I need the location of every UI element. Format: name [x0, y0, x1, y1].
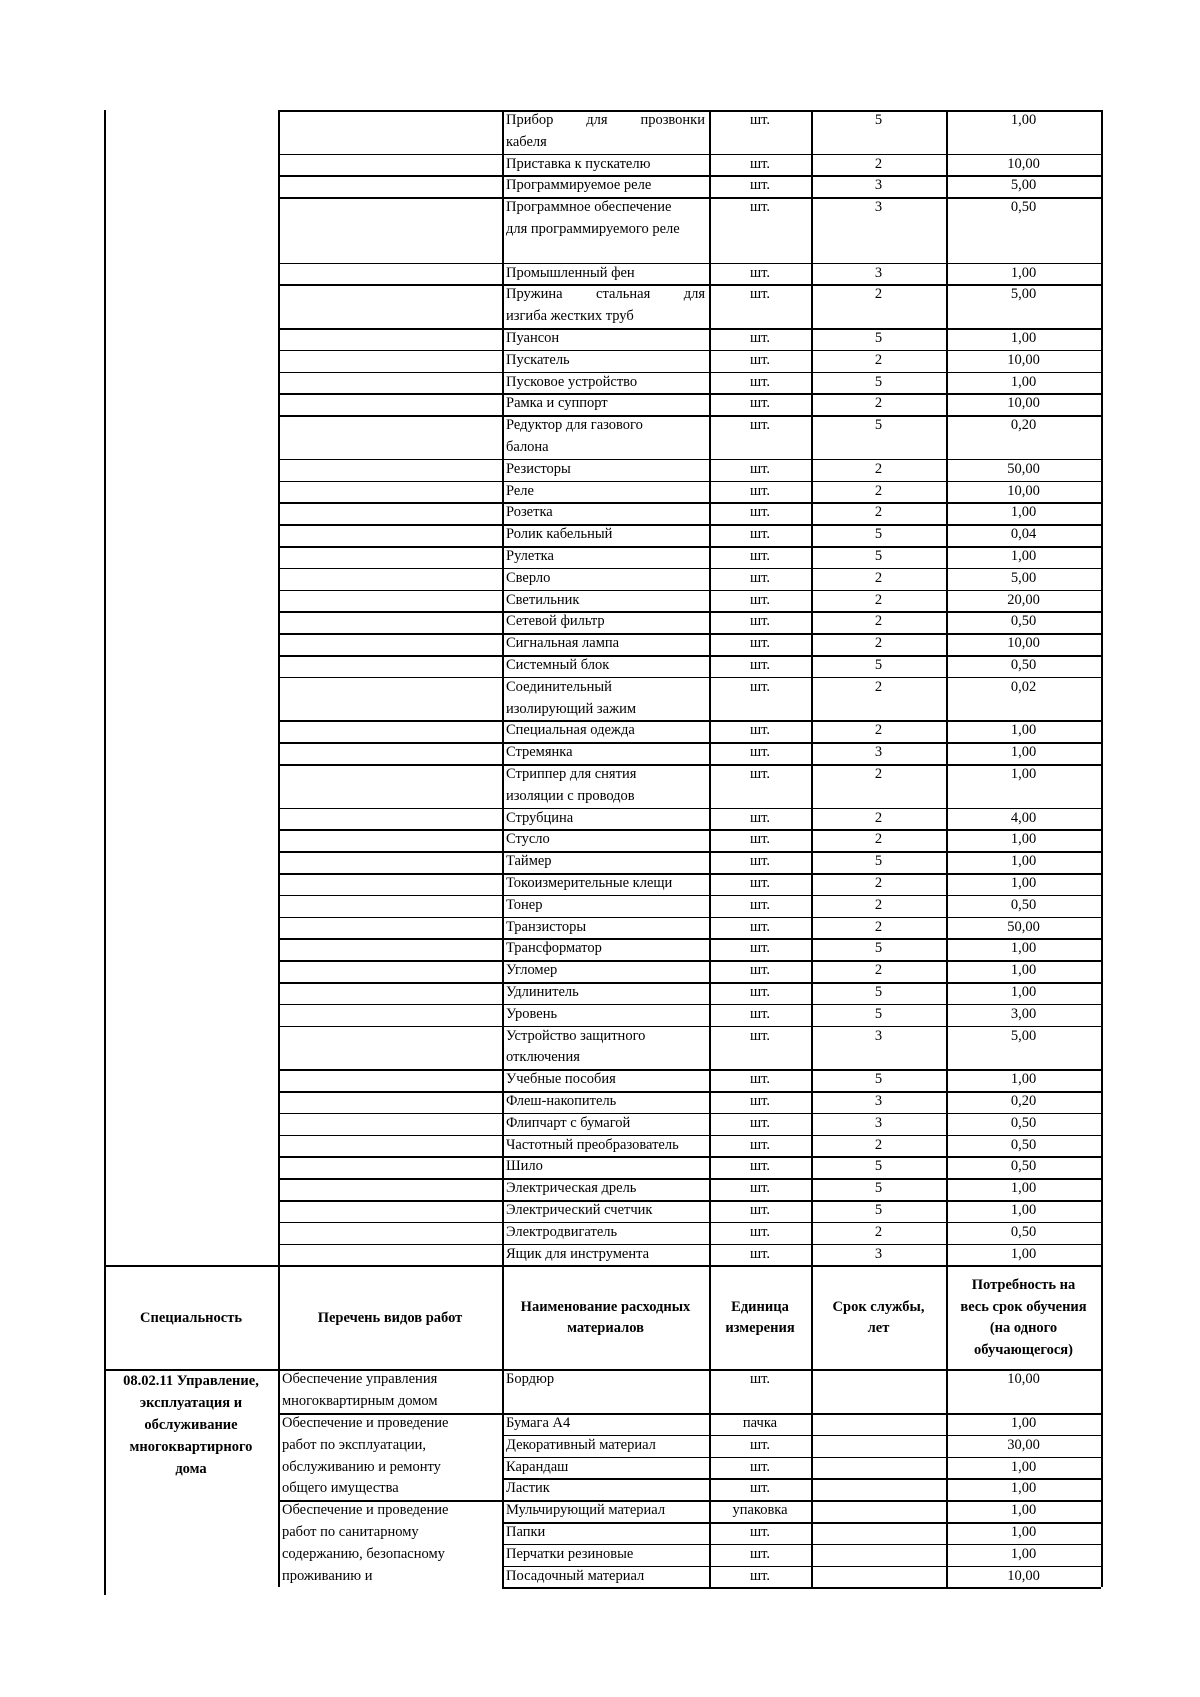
material-name: Электрический счетчик — [506, 1202, 653, 1218]
material-name: кабеля — [506, 133, 547, 150]
material-name: Резисторы — [506, 460, 571, 477]
life-cell: 5 — [874, 526, 883, 543]
need-cell: 1,00 — [1010, 962, 1037, 979]
col-border — [811, 110, 813, 1265]
life-cell: 3 — [874, 177, 883, 194]
need-cell: 10,00 — [1007, 482, 1040, 499]
material-name: отключения — [506, 1049, 580, 1066]
material-name: Мульчирующий материал — [506, 1502, 666, 1519]
material-name: Стриппер для снятия — [506, 766, 637, 782]
col-border — [946, 1265, 948, 1369]
life-cell: 5 — [874, 373, 883, 390]
need-cell: 5,00 — [1010, 569, 1037, 586]
need-cell: 10,00 — [1007, 1371, 1040, 1388]
unit-cell: шт. — [749, 504, 771, 521]
material-name: Таймер — [506, 853, 552, 870]
work-type: Обеспечение управления — [282, 1371, 438, 1388]
material-name: Перчатки резиновые — [506, 1545, 634, 1562]
material-name: Пружина стальная для — [506, 286, 705, 303]
unit-cell: шт. — [749, 1545, 771, 1562]
col-border — [502, 1265, 504, 1369]
material-name: Ящик для инструмента — [506, 1245, 650, 1262]
need-cell: 5,00 — [1010, 177, 1037, 194]
unit-cell: пачка — [742, 1415, 778, 1431]
unit-cell: шт. — [749, 744, 771, 761]
unit-cell: шт. — [749, 984, 771, 1000]
material-name: Рамка и суппорт — [506, 395, 608, 412]
unit-cell: шт. — [749, 591, 771, 608]
need-cell: 50,00 — [1007, 918, 1040, 935]
unit-cell: шт. — [749, 330, 771, 346]
unit-cell: шт. — [749, 722, 771, 739]
unit-cell: шт. — [749, 831, 771, 848]
material-name: Флеш-накопитель — [506, 1093, 617, 1109]
need-cell: 5,00 — [1010, 286, 1037, 303]
unit-cell: шт. — [749, 1180, 771, 1197]
specialty-name: эксплуатация и — [139, 1395, 243, 1412]
life-cell: 5 — [874, 657, 883, 673]
material-name: Транзисторы — [506, 918, 587, 935]
material-name: Стремянка — [506, 744, 573, 761]
need-cell: 1,00 — [1010, 1545, 1037, 1562]
work-type: Обеспечение и проведение — [282, 1415, 449, 1431]
header-cell: Наименование расходных — [520, 1298, 691, 1315]
unit-cell: шт. — [749, 177, 771, 194]
col-border — [946, 1369, 948, 1587]
material-name: Бумага А4 — [506, 1415, 571, 1431]
life-cell: 2 — [874, 155, 883, 172]
unit-cell: шт. — [749, 1093, 771, 1109]
material-name: Бордюр — [506, 1371, 555, 1388]
life-cell: 2 — [874, 1136, 883, 1153]
need-cell: 0,50 — [1010, 896, 1037, 913]
life-cell: 5 — [874, 1180, 883, 1197]
work-type: проживанию и — [282, 1567, 373, 1584]
material-name: Редуктор для газового — [506, 417, 643, 434]
need-cell: 1,00 — [1010, 940, 1037, 957]
work-type: многоквартирным домом — [282, 1393, 438, 1410]
need-cell: 0,20 — [1010, 1093, 1037, 1109]
unit-cell: шт. — [749, 1136, 771, 1153]
material-name: Частотный преобразователь — [506, 1136, 679, 1153]
header-cell: весь срок обучения — [960, 1298, 1087, 1315]
material-name: Уровень — [506, 1005, 558, 1022]
header-cell: Срок службы, — [832, 1298, 925, 1315]
life-cell: 5 — [874, 548, 883, 564]
unit-cell: шт. — [749, 417, 771, 434]
specialty-name: 08.02.11 Управление, — [123, 1373, 259, 1390]
unit-cell: шт. — [749, 918, 771, 935]
unit-cell: шт. — [749, 1027, 771, 1044]
life-cell: 2 — [874, 591, 883, 608]
material-name: Шило — [506, 1158, 543, 1175]
life-cell: 5 — [874, 1071, 883, 1088]
material-name: Сигнальная лампа — [506, 635, 620, 652]
life-cell: 5 — [874, 112, 883, 128]
material-name: Учебные пособия — [506, 1071, 616, 1088]
life-cell: 3 — [874, 1114, 883, 1131]
material-name: Рулетка — [506, 548, 554, 564]
unit-cell: шт. — [749, 940, 771, 957]
need-cell: 1,00 — [1010, 1415, 1037, 1431]
need-cell: 4,00 — [1010, 809, 1037, 826]
col-border — [1101, 1369, 1103, 1587]
material-name: изгиба жестких труб — [506, 308, 634, 325]
need-cell: 1,00 — [1010, 264, 1037, 281]
material-name: изоляции с проводов — [506, 787, 635, 804]
unit-cell: шт. — [749, 112, 771, 128]
header-cell: измерения — [725, 1320, 795, 1337]
unit-cell: шт. — [749, 853, 771, 870]
col-border — [709, 110, 711, 1265]
need-cell: 1,00 — [1010, 112, 1037, 128]
unit-cell: шт. — [749, 896, 771, 913]
work-type: работ по санитарному — [282, 1524, 419, 1540]
need-cell: 0,50 — [1010, 1136, 1037, 1153]
life-cell: 2 — [874, 504, 883, 521]
unit-cell: шт. — [749, 286, 771, 303]
life-cell: 5 — [874, 853, 883, 870]
need-cell: 1,00 — [1010, 853, 1037, 870]
unit-cell: шт. — [749, 678, 771, 695]
life-cell: 3 — [874, 264, 883, 281]
life-cell: 2 — [874, 722, 883, 739]
material-name: Программируемое реле — [506, 177, 652, 194]
need-cell: 10,00 — [1007, 351, 1040, 368]
need-cell: 0,50 — [1010, 1158, 1037, 1175]
unit-cell: шт. — [749, 875, 771, 891]
need-cell: 1,00 — [1010, 1071, 1037, 1088]
need-cell: 1,00 — [1010, 1502, 1037, 1519]
unit-cell: шт. — [749, 635, 771, 652]
work-type: обслуживанию и ремонту — [282, 1458, 441, 1475]
life-cell: 2 — [874, 286, 883, 303]
material-name: Тонер — [506, 896, 543, 913]
material-name: Электродвигатель — [506, 1223, 618, 1240]
unit-cell: шт. — [749, 395, 771, 412]
header-cell: материалов — [567, 1320, 644, 1337]
work-type: общего имущества — [282, 1480, 399, 1497]
life-cell: 5 — [874, 1158, 883, 1175]
life-cell: 3 — [874, 1245, 883, 1262]
col-border — [278, 1265, 280, 1369]
material-name: Декоративный материал — [506, 1436, 656, 1453]
life-cell: 2 — [874, 875, 883, 891]
unit-cell: шт. — [749, 1458, 771, 1475]
material-name: балона — [506, 439, 549, 455]
life-cell: 2 — [874, 962, 883, 979]
material-name: Программное обеспечение — [506, 199, 672, 216]
col-border — [502, 110, 504, 1265]
row-border — [502, 1587, 1101, 1589]
need-cell: 0,04 — [1010, 526, 1037, 543]
material-name: Токоизмерительные клещи — [506, 875, 673, 891]
material-name: Электрическая дрель — [506, 1180, 637, 1197]
unit-cell: шт. — [749, 526, 771, 543]
material-name: Струбцина — [506, 809, 574, 826]
col-border — [1101, 1265, 1103, 1369]
life-cell: 2 — [874, 918, 883, 935]
need-cell: 10,00 — [1007, 635, 1040, 652]
header-cell: лет — [867, 1320, 890, 1337]
material-name: Пускатель — [506, 351, 570, 368]
material-name: Ластик — [506, 1480, 550, 1497]
unit-cell: шт. — [749, 613, 771, 630]
life-cell: 2 — [874, 678, 883, 695]
unit-cell: упаковка — [732, 1502, 788, 1519]
life-cell: 2 — [874, 460, 883, 477]
material-name: Устройство защитного — [506, 1027, 646, 1044]
material-name: Трансформатор — [506, 940, 602, 957]
header-cell: (на одного — [989, 1320, 1058, 1337]
life-cell: 5 — [874, 1005, 883, 1022]
unit-cell: шт. — [749, 373, 771, 390]
unit-cell: шт. — [749, 264, 771, 281]
life-cell: 3 — [874, 1093, 883, 1109]
need-cell: 1,00 — [1010, 831, 1037, 848]
unit-cell: шт. — [749, 1223, 771, 1240]
life-cell: 2 — [874, 351, 883, 368]
need-cell: 0,50 — [1010, 613, 1037, 630]
life-cell: 5 — [874, 1202, 883, 1218]
need-cell: 50,00 — [1007, 460, 1040, 477]
unit-cell: шт. — [749, 548, 771, 564]
need-cell: 1,00 — [1010, 766, 1037, 782]
life-cell: 3 — [874, 199, 883, 216]
unit-cell: шт. — [749, 1114, 771, 1131]
need-cell: 30,00 — [1007, 1436, 1040, 1453]
life-cell: 2 — [874, 635, 883, 652]
life-cell: 2 — [874, 395, 883, 412]
col-border — [278, 110, 280, 1265]
need-cell: 3,00 — [1010, 1005, 1037, 1022]
unit-cell: шт. — [749, 1158, 771, 1175]
material-name: Флипчарт с бумагой — [506, 1114, 631, 1131]
header-cell: Специальность — [140, 1309, 242, 1326]
material-name: Светильник — [506, 591, 580, 608]
unit-cell: шт. — [749, 766, 771, 782]
life-cell: 2 — [874, 1223, 883, 1240]
need-cell: 5,00 — [1010, 1027, 1037, 1044]
work-type: работ по эксплуатации, — [282, 1436, 427, 1453]
unit-cell: шт. — [749, 1567, 771, 1584]
unit-cell: шт. — [749, 962, 771, 979]
need-cell: 10,00 — [1007, 1567, 1040, 1584]
need-cell: 1,00 — [1010, 548, 1037, 564]
unit-cell: шт. — [749, 569, 771, 586]
col-border — [104, 1369, 106, 1595]
header-cell: Потребность на — [971, 1276, 1076, 1293]
header-cell: Перечень видов работ — [317, 1309, 463, 1326]
need-cell: 1,00 — [1010, 875, 1037, 891]
unit-cell: шт. — [749, 460, 771, 477]
header-cell: Единица — [731, 1298, 789, 1315]
material-name: Реле — [506, 482, 534, 499]
row-border — [104, 1265, 1101, 1267]
material-name: Прибор для прозвонки — [506, 112, 705, 128]
work-type: Обеспечение и проведение — [282, 1502, 449, 1519]
life-cell: 2 — [874, 809, 883, 826]
life-cell: 2 — [874, 613, 883, 630]
life-cell: 5 — [874, 417, 883, 434]
need-cell: 10,00 — [1007, 155, 1040, 172]
need-cell: 0,50 — [1010, 1223, 1037, 1240]
life-cell: 5 — [874, 940, 883, 957]
life-cell: 2 — [874, 766, 883, 782]
material-name: Сетевой фильтр — [506, 613, 605, 630]
col-border — [502, 1369, 504, 1587]
life-cell: 3 — [874, 1027, 883, 1044]
need-cell: 0,50 — [1010, 1114, 1037, 1131]
material-name: Пусковое устройство — [506, 373, 638, 390]
col-border — [709, 1369, 711, 1587]
material-name: Удлинитель — [506, 984, 579, 1000]
material-name: Системный блок — [506, 657, 610, 673]
unit-cell: шт. — [749, 199, 771, 216]
need-cell: 0,20 — [1010, 417, 1037, 434]
unit-cell: шт. — [749, 351, 771, 368]
need-cell: 1,00 — [1010, 984, 1037, 1000]
need-cell: 1,00 — [1010, 1524, 1037, 1540]
need-cell: 0,02 — [1010, 678, 1037, 695]
specialty-name: многоквартирного — [129, 1438, 253, 1455]
specialty-name: дома — [175, 1460, 207, 1477]
material-name: Сверло — [506, 569, 551, 586]
life-cell: 2 — [874, 569, 883, 586]
need-cell: 1,00 — [1010, 330, 1037, 346]
material-name: изолирующий зажим — [506, 700, 637, 717]
need-cell: 1,00 — [1010, 1245, 1037, 1262]
life-cell: 2 — [874, 482, 883, 499]
need-cell: 20,00 — [1007, 591, 1040, 608]
unit-cell: шт. — [749, 1524, 771, 1540]
need-cell: 1,00 — [1010, 504, 1037, 521]
need-cell: 1,00 — [1010, 1480, 1037, 1497]
work-type: содержанию, безопасному — [282, 1545, 445, 1562]
need-cell: 0,50 — [1010, 657, 1037, 673]
col-border — [811, 1265, 813, 1369]
need-cell: 0,50 — [1010, 199, 1037, 216]
unit-cell: шт. — [749, 809, 771, 826]
material-name: Специальная одежда — [506, 722, 635, 739]
col-border — [104, 110, 106, 1265]
col-border — [811, 1369, 813, 1587]
material-name: Промышленный фен — [506, 264, 635, 281]
unit-cell: шт. — [749, 657, 771, 673]
need-cell: 1,00 — [1010, 744, 1037, 761]
material-name: Розетка — [506, 504, 553, 521]
unit-cell: шт. — [749, 1371, 771, 1388]
col-border — [946, 110, 948, 1265]
material-name: Приставка к пускателю — [506, 155, 651, 172]
unit-cell: шт. — [749, 1480, 771, 1497]
material-name: Папки — [506, 1524, 546, 1540]
unit-cell: шт. — [749, 1005, 771, 1022]
material-name: Угломер — [506, 962, 558, 979]
material-name: Посадочный материал — [506, 1567, 645, 1584]
need-cell: 1,00 — [1010, 373, 1037, 390]
need-cell: 1,00 — [1010, 1458, 1037, 1475]
material-name: Ролик кабельный — [506, 526, 613, 543]
unit-cell: шт. — [749, 482, 771, 499]
material-name: для программируемого реле — [506, 221, 680, 237]
material-name: Стусло — [506, 831, 550, 848]
need-cell: 1,00 — [1010, 1180, 1037, 1197]
need-cell: 10,00 — [1007, 395, 1040, 412]
need-cell: 1,00 — [1010, 1202, 1037, 1218]
unit-cell: шт. — [749, 1071, 771, 1088]
life-cell: 5 — [874, 984, 883, 1000]
material-name: Пуансон — [506, 330, 560, 346]
life-cell: 2 — [874, 896, 883, 913]
life-cell: 3 — [874, 744, 883, 761]
need-cell: 1,00 — [1010, 722, 1037, 739]
life-cell: 5 — [874, 330, 883, 346]
unit-cell: шт. — [749, 1245, 771, 1262]
life-cell: 2 — [874, 831, 883, 848]
material-name: Карандаш — [506, 1458, 569, 1475]
material-name: Соединительный — [506, 678, 612, 695]
unit-cell: шт. — [749, 155, 771, 172]
unit-cell: шт. — [749, 1436, 771, 1453]
unit-cell: шт. — [749, 1202, 771, 1218]
col-border — [278, 1369, 280, 1587]
header-cell: обучающегося) — [974, 1342, 1073, 1359]
col-border — [709, 1265, 711, 1369]
col-border — [104, 1265, 106, 1369]
specialty-name: обслуживание — [144, 1417, 238, 1433]
col-border — [1101, 110, 1103, 1265]
